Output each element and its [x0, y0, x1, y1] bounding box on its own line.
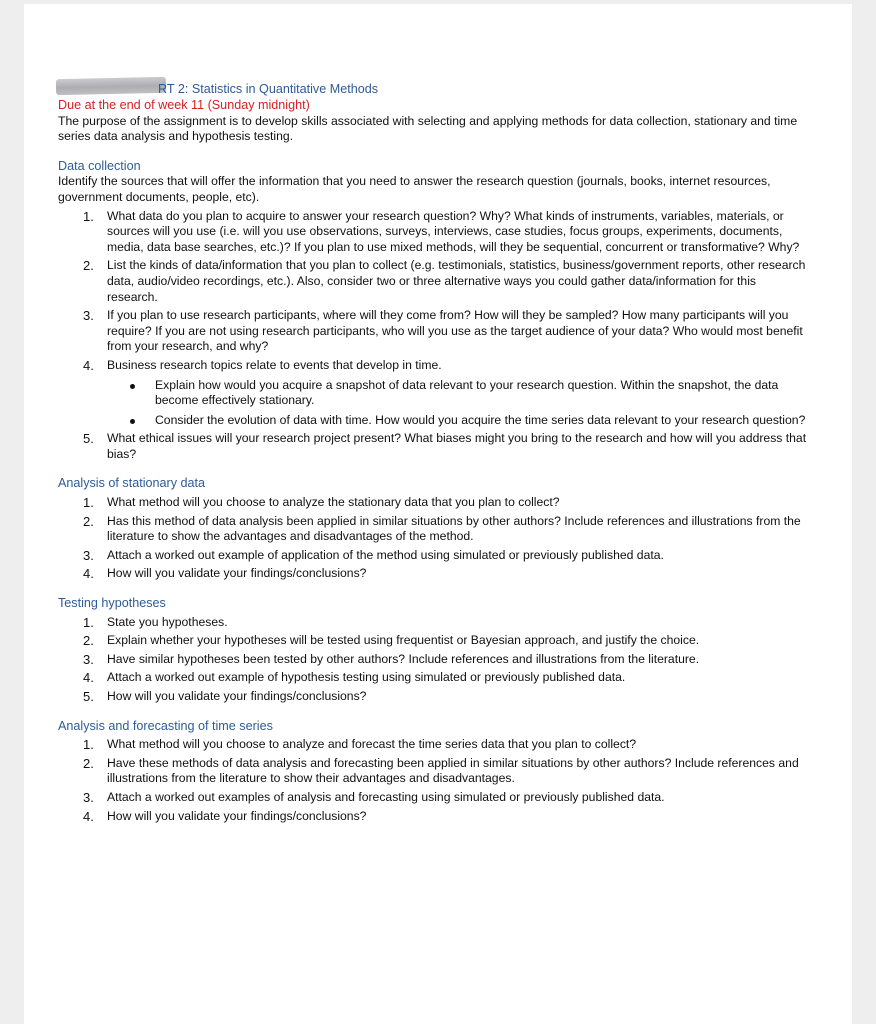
bullet-item	[107, 413, 808, 429]
list-item	[58, 652, 808, 668]
list-number: 1.	[83, 495, 94, 511]
section-heading-stationary: Analysis of stationary data	[58, 476, 206, 491]
stationary-list	[58, 495, 808, 582]
list-number: 3.	[83, 547, 94, 563]
list-number: 3.	[83, 789, 94, 805]
time-series-list	[58, 737, 808, 824]
list-item	[58, 615, 808, 631]
list-item-text: Attach a worked out example of hypothesis testing using simulated or previously published data.	[107, 670, 626, 685]
intro-paragraph: The purpose of the assignment is to develop skills associated with selecting and applying methods for data collection, stationary and time series data analysis and hypothesis testing.	[58, 113, 798, 144]
list-number: 3.	[83, 308, 94, 324]
list-item-text: Business research topics relate to events that develop in time.	[107, 357, 442, 372]
list-item-text: What data do you plan to acquire to answer your research question? Why? What kinds of instruments, variables, materials, or sources will you use (i.e. will you use observations, surveys, interviews, case studies, focus groups, experiments, documents, media, data base searches, etc.)? If you plan to use mixed methods, will they be sequential, concurrent or transformative? Why?	[107, 208, 800, 254]
list-item	[58, 756, 808, 787]
list-item	[58, 566, 808, 582]
document-page	[24, 4, 852, 1024]
list-item	[58, 358, 808, 428]
list-number: 1.	[83, 737, 94, 753]
list-item-text: Explain whether your hypotheses will be tested using frequentist or Bayesian approach, and justify the choice.	[107, 633, 700, 648]
section-heading-data-collection: Data collection	[58, 158, 141, 173]
list-number: 5.	[83, 431, 94, 447]
list-number: 1.	[83, 208, 94, 224]
list-item-text: What method will you choose to analyze the stationary data that you plan to collect?	[107, 495, 560, 510]
list-item-text: What method will you choose to analyze and forecast the time series data that you plan to collect?	[107, 737, 637, 752]
data-collection-text: Identify the sources that will offer the information that you need to answer the research question (journals, books, internet resources, government documents, people, etc).	[58, 174, 771, 204]
list-item	[58, 514, 808, 545]
page-title: RT 2: Statistics in Quantitative Methods	[158, 82, 379, 96]
list-item-text: How will you validate your findings/conclusions?	[107, 808, 367, 823]
section-heading-hypotheses: Testing hypotheses	[58, 596, 166, 611]
list-number: 4.	[83, 808, 94, 824]
bullet-dot	[130, 419, 135, 424]
list-number: 4.	[83, 670, 94, 686]
list-item-text: Attach a worked out examples of analysis and forecasting using simulated or previously published data.	[107, 789, 665, 804]
list-item-text: Has this method of data analysis been applied in similar situations by other authors? Include references and illustrations from the literature to show the advantages and disadvantages of the method.	[107, 513, 801, 544]
due-date: Due at the end of week 11 (Sunday midnight)	[58, 98, 310, 112]
title-row	[58, 82, 808, 98]
data-collection-list	[58, 209, 808, 463]
list-number: 2.	[83, 513, 94, 529]
bullet-list	[107, 378, 808, 429]
bullet-text: Consider the evolution of data with time. How would you acquire the time series data relevant to your research question?	[155, 412, 806, 427]
list-item	[58, 431, 808, 462]
list-item	[58, 737, 808, 753]
list-item	[58, 670, 808, 686]
list-number: 3.	[83, 651, 94, 667]
hypotheses-list	[58, 615, 808, 705]
list-number: 5.	[83, 689, 94, 704]
list-number: 4.	[83, 566, 94, 582]
list-item-text: List the kinds of data/information that you plan to collect (e.g. testimonials, statistics, business/government reports, other research data, audio/video recordings, etc.). Also, consider two or three alternative ways you could gather data/information for this research.	[107, 258, 806, 304]
list-item-text: Have similar hypotheses been tested by other authors? Include references and illustrations from the literature.	[107, 651, 700, 666]
list-item	[58, 258, 808, 305]
redaction-mark	[56, 77, 166, 95]
list-item-text: Have these methods of data analysis and forecasting been applied in similar situations by other authors? Include references and illustrations from the literature to show their advantages and disadvantages.	[107, 755, 799, 786]
list-item	[58, 495, 808, 511]
bullet-item	[107, 378, 808, 409]
list-item	[58, 308, 808, 355]
list-item	[58, 633, 808, 649]
bullet-dot	[130, 384, 135, 389]
list-item	[58, 209, 808, 256]
list-number: 4.	[83, 357, 94, 373]
list-item-text: What ethical issues will your research project present? What biases might you bring to the research and how will you address that bias?	[107, 431, 807, 461]
list-item-text: How will you validate your findings/conclusions?	[107, 566, 367, 581]
list-item	[58, 790, 808, 806]
bullet-text: Explain how would you acquire a snapshot of data relevant to your research question. Within the snapshot, the data become effectively stationary.	[155, 377, 779, 408]
list-item-text: Attach a worked out example of application of the method using simulated or previously published data.	[107, 547, 664, 562]
list-number: 1.	[83, 614, 94, 630]
list-item-text: State you hypotheses.	[107, 614, 228, 629]
list-item-text: If you plan to use research participants, where will they come from? How will they be sampled? How many participants will you require? If you are not using research participants, who will you use as the target audience of your data? Who would most benefit from your research, and why?	[107, 308, 803, 354]
list-number: 2.	[83, 755, 94, 771]
list-item-text: How will you validate your findings/conclusions?	[107, 689, 367, 703]
list-item	[58, 689, 808, 705]
list-item	[58, 548, 808, 564]
list-number: 2.	[83, 633, 94, 649]
list-item	[58, 809, 808, 825]
document-content	[58, 82, 808, 824]
list-number: 2.	[83, 258, 94, 274]
section-heading-time-series: Analysis and forecasting of time series	[58, 718, 273, 733]
